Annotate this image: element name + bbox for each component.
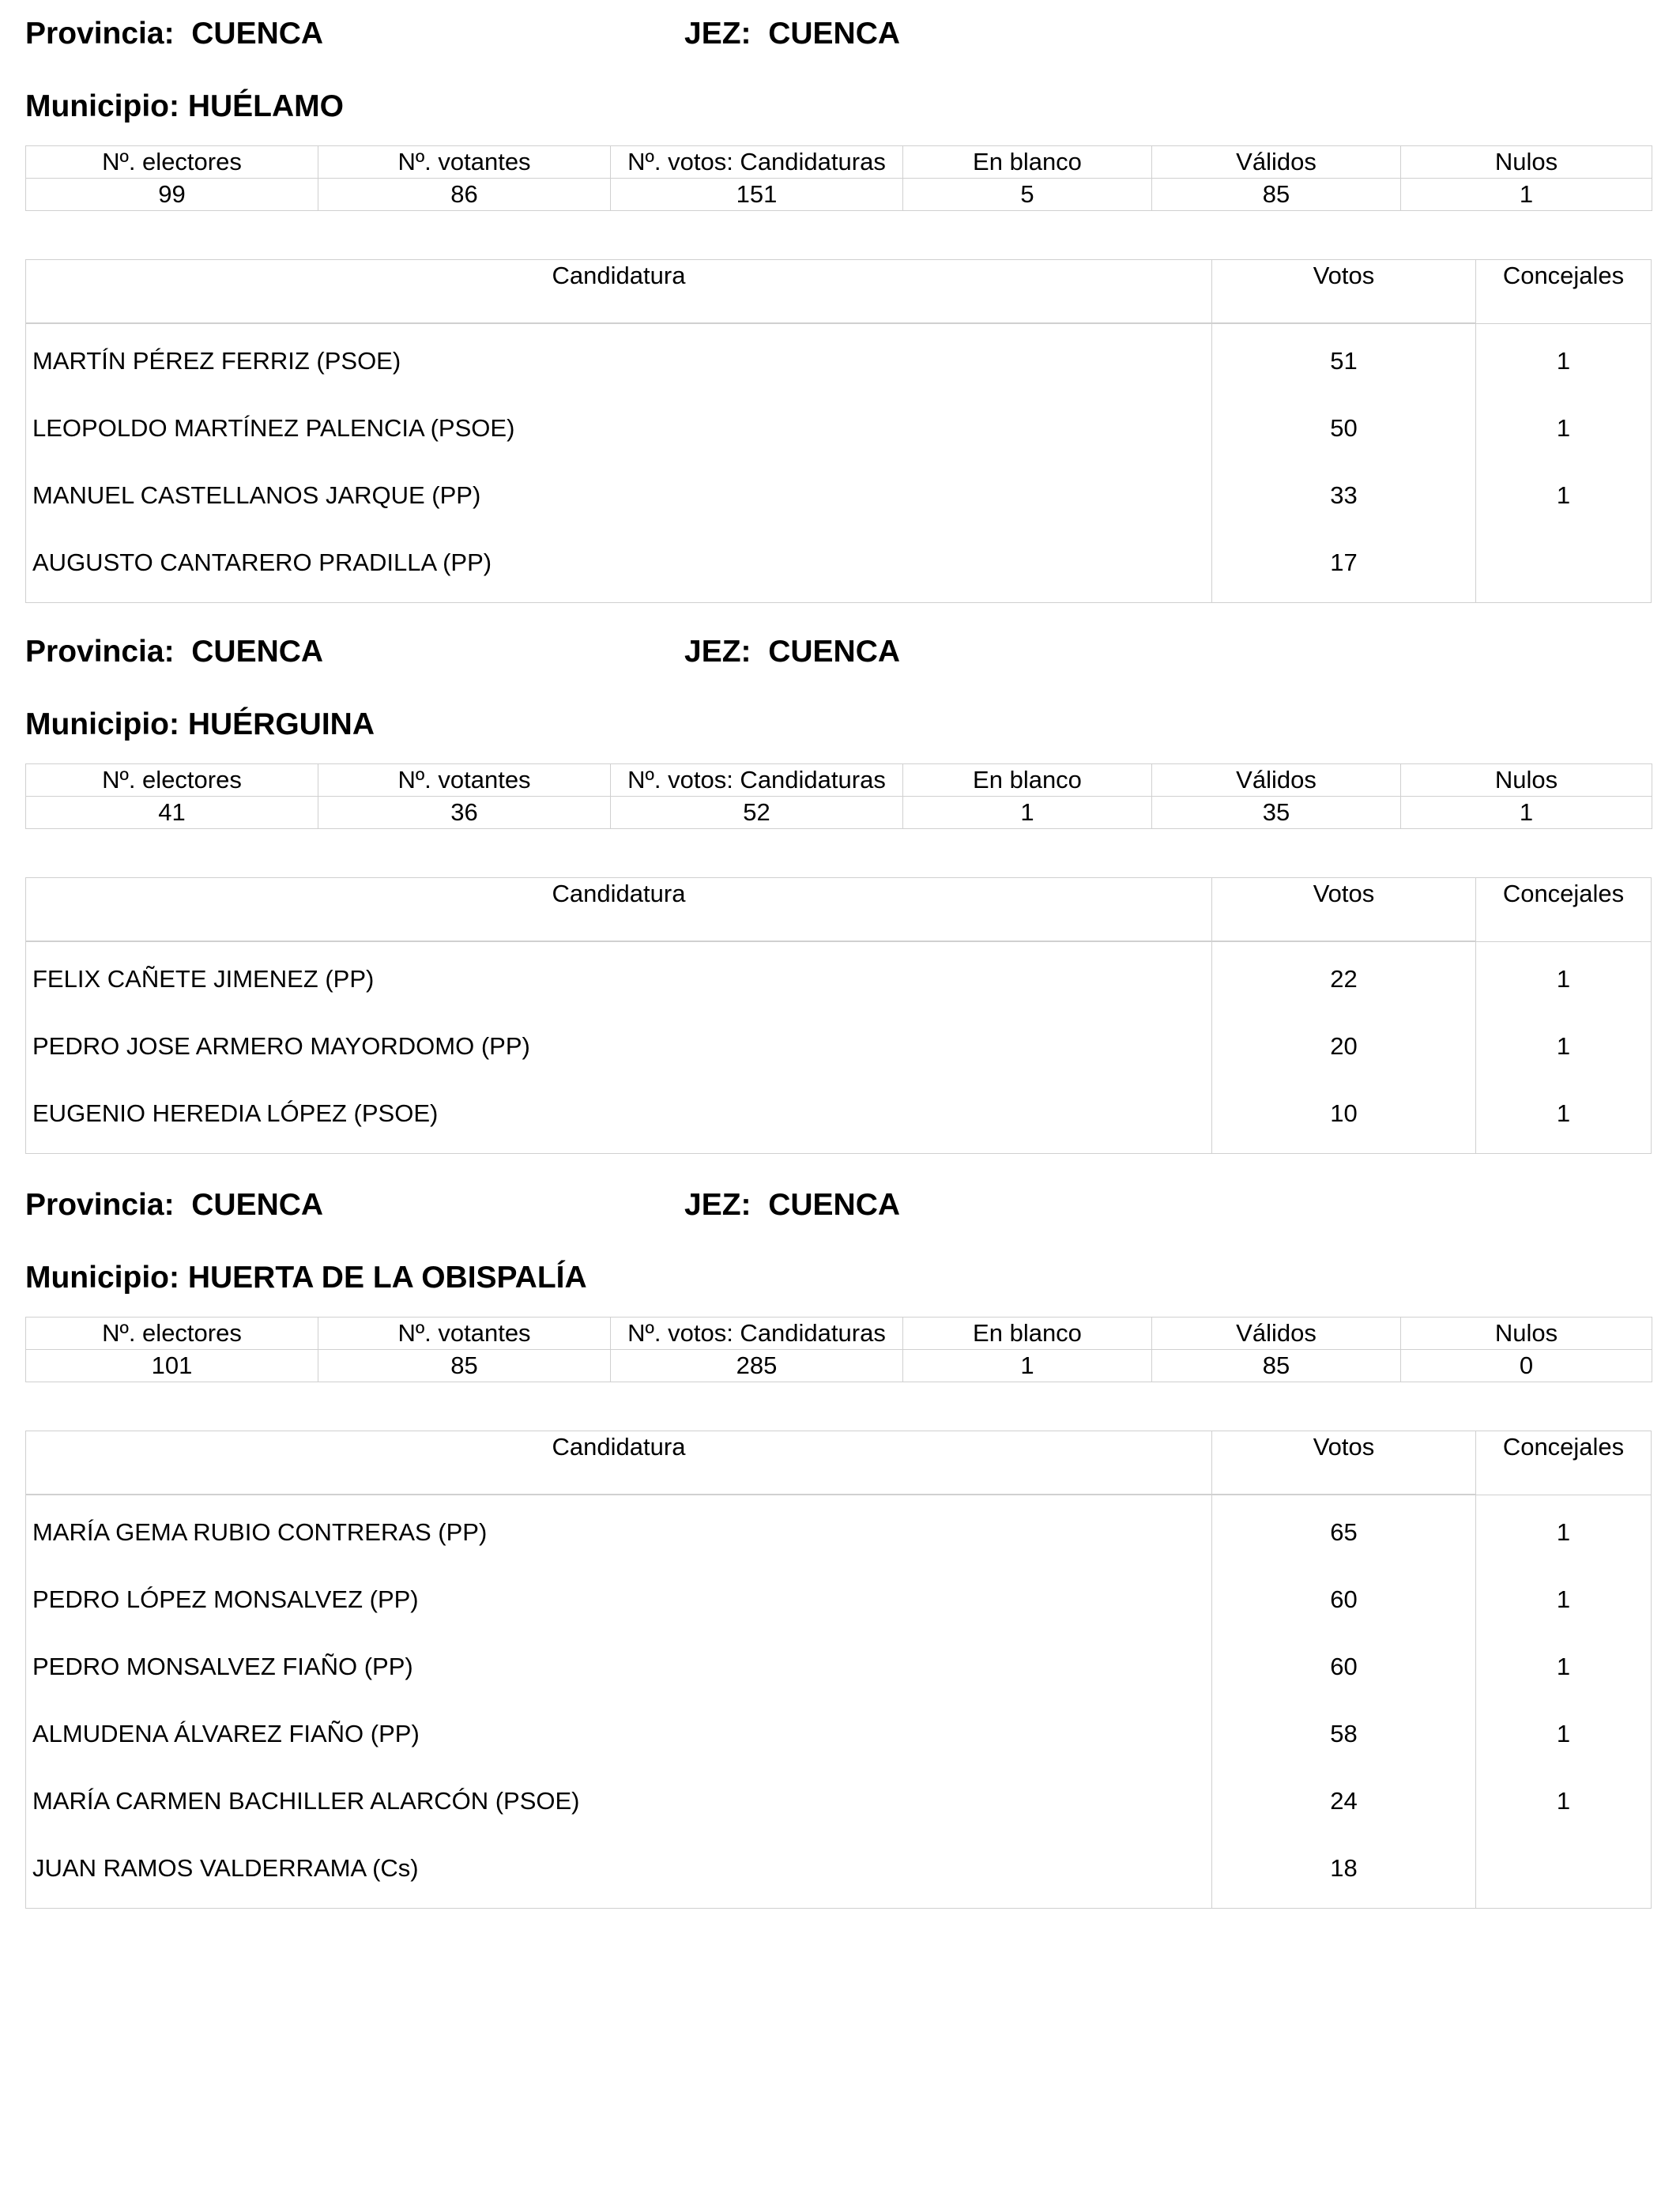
candidates-table: [25, 1431, 1652, 1909]
candidate-row: [26, 409, 1651, 476]
candidate-concejales: 1: [1475, 1647, 1651, 1714]
stats-table: [25, 1317, 1652, 1382]
municipio-section: [25, 632, 1652, 1146]
candidate-concejales: 1: [1475, 476, 1651, 543]
candidatura-header: Candidatura: [26, 260, 1211, 323]
candidate-row: [26, 341, 1651, 409]
candidate-concejales: 1: [1475, 959, 1651, 1027]
stats-value-cell: 86: [318, 179, 611, 211]
candidate-votos: 60: [1211, 1647, 1475, 1714]
stats-header-cell: Nulos: [1401, 1318, 1652, 1350]
jez-heading: JEZ: CUENCA: [684, 635, 901, 669]
votos-header: Votos: [1211, 878, 1475, 941]
candidate-name: PEDRO JOSE ARMERO MAYORDOMO (PP): [32, 1032, 530, 1060]
concejales-header: Concejales: [1475, 1431, 1651, 1495]
concejales-header: Concejales: [1475, 260, 1651, 323]
candidate-votos: 24: [1211, 1781, 1475, 1849]
jez-heading: JEZ: CUENCA: [684, 17, 901, 51]
stats-value-cell: 1: [903, 797, 1152, 829]
candidate-votos: 20: [1211, 1027, 1475, 1094]
candidate-votos: 17: [1211, 543, 1475, 602]
stats-header-cell: Nº. electores: [26, 764, 318, 797]
stats-value-cell: 5: [903, 179, 1152, 211]
candidate-row: [26, 1513, 1651, 1580]
candidate-concejales: 1: [1475, 1094, 1651, 1153]
stats-header-cell: Nº. electores: [26, 146, 318, 179]
candidate-name: AUGUSTO CANTARERO PRADILLA (PP): [32, 548, 492, 576]
candidates-body: [26, 1495, 1651, 1908]
stats-value-row: [26, 797, 1652, 829]
provincia-heading: Provincia: CUENCA: [25, 1188, 324, 1222]
header-row: [25, 632, 1652, 672]
candidate-concejales: 1: [1475, 1781, 1651, 1849]
candidate-name: PEDRO MONSALVEZ FIAÑO (PP): [32, 1653, 413, 1680]
candidate-concejales: 1: [1475, 1580, 1651, 1647]
candidatura-header: Candidatura: [26, 1431, 1211, 1495]
candidate-concejales: 1: [1475, 1714, 1651, 1781]
candidate-name: LEOPOLDO MARTÍNEZ PALENCIA (PSOE): [32, 414, 515, 442]
candidate-votos: 18: [1211, 1849, 1475, 1908]
candidate-concejales: 1: [1475, 341, 1651, 409]
candidate-votos: 50: [1211, 409, 1475, 476]
stats-value-cell: 41: [26, 797, 318, 829]
candidate-votos: 65: [1211, 1513, 1475, 1580]
candidate-name: JUAN RAMOS VALDERRAMA (Cs): [32, 1854, 419, 1882]
candidates-header-row: [26, 1431, 1651, 1495]
header-row: [25, 1186, 1652, 1225]
candidate-row: [26, 1580, 1651, 1647]
candidate-name: FELIX CAÑETE JIMENEZ (PP): [32, 965, 375, 993]
municipio-section: [25, 1186, 1652, 1905]
stats-value-cell: 85: [318, 1350, 611, 1382]
votos-header: Votos: [1211, 260, 1475, 323]
stats-header-cell: Nulos: [1401, 146, 1652, 179]
candidate-name: MARÍA CARMEN BACHILLER ALARCÓN (PSOE): [32, 1787, 580, 1815]
candidate-concejales: 1: [1475, 409, 1651, 476]
candidate-row: [26, 543, 1651, 602]
candidate-name: MARÍA GEMA RUBIO CONTRERAS (PP): [32, 1518, 488, 1546]
stats-header-cell: En blanco: [903, 1318, 1152, 1350]
candidate-name: PEDRO LÓPEZ MONSALVEZ (PP): [32, 1585, 419, 1613]
candidate-concejales: 1: [1475, 1513, 1651, 1580]
stats-header-cell: Nº. votantes: [318, 146, 611, 179]
candidate-row: [26, 1781, 1651, 1849]
candidate-votos: 60: [1211, 1580, 1475, 1647]
stats-header-cell: Nº. votantes: [318, 764, 611, 797]
stats-value-cell: 1: [1401, 797, 1652, 829]
candidate-name: ALMUDENA ÁLVAREZ FIAÑO (PP): [32, 1720, 420, 1747]
candidate-row: [26, 1714, 1651, 1781]
provincia-value: CUENCA: [191, 635, 324, 669]
stats-header-cell: Nº. electores: [26, 1318, 318, 1350]
jez-value: CUENCA: [768, 17, 901, 51]
municipio-value: HUÉRGUINA: [187, 707, 375, 741]
stats-header-row: [26, 1318, 1652, 1350]
stats-value-row: [26, 1350, 1652, 1382]
provincia-heading: Provincia: CUENCA: [25, 17, 324, 51]
municipio-value: HUÉLAMO: [187, 89, 344, 123]
candidate-row: [26, 1647, 1651, 1714]
candidates-table: [25, 877, 1652, 1154]
jez-heading: JEZ: CUENCA: [684, 1188, 901, 1222]
jez-value: CUENCA: [768, 1188, 901, 1222]
municipio-section: [25, 14, 1652, 591]
candidate-name: MARTÍN PÉREZ FERRIZ (PSOE): [32, 347, 401, 375]
stats-value-cell: 35: [1152, 797, 1401, 829]
stats-value-cell: 99: [26, 179, 318, 211]
stats-value-cell: 1: [1401, 179, 1652, 211]
provincia-value: CUENCA: [191, 1188, 324, 1222]
stats-header-cell: En blanco: [903, 764, 1152, 797]
stats-header-cell: Válidos: [1152, 764, 1401, 797]
candidate-row: [26, 1094, 1651, 1153]
stats-table: [25, 145, 1652, 211]
candidatura-header: Candidatura: [26, 878, 1211, 941]
candidate-row: [26, 1849, 1651, 1908]
stats-value-cell: 101: [26, 1350, 318, 1382]
stats-header-row: [26, 146, 1652, 179]
stats-value-cell: 285: [611, 1350, 903, 1382]
stats-value-cell: 0: [1401, 1350, 1652, 1382]
stats-value-cell: 85: [1152, 1350, 1401, 1382]
candidate-name: EUGENIO HEREDIA LÓPEZ (PSOE): [32, 1099, 439, 1127]
votos-header: Votos: [1211, 1431, 1475, 1495]
header-row: [25, 14, 1652, 54]
candidate-votos: 33: [1211, 476, 1475, 543]
municipio-value: HUERTA DE LA OBISPALÍA: [187, 1261, 587, 1295]
stats-header-cell: Nº. votos: Candidaturas: [611, 1318, 903, 1350]
stats-header-cell: Nº. votantes: [318, 1318, 611, 1350]
candidate-votos: 51: [1211, 341, 1475, 409]
stats-value-cell: 85: [1152, 179, 1401, 211]
concejales-header: Concejales: [1475, 878, 1651, 941]
stats-value-cell: 151: [611, 179, 903, 211]
candidate-row: [26, 959, 1651, 1027]
stats-header-cell: Nº. votos: Candidaturas: [611, 764, 903, 797]
candidates-body: [26, 942, 1651, 1153]
candidates-body: [26, 324, 1651, 602]
stats-value-row: [26, 179, 1652, 211]
stats-header-cell: Válidos: [1152, 1318, 1401, 1350]
jez-value: CUENCA: [768, 635, 901, 669]
municipio-heading: Municipio: HUERTA DE LA OBISPALÍA: [25, 1261, 587, 1295]
candidate-votos: 22: [1211, 959, 1475, 1027]
candidate-votos: 10: [1211, 1094, 1475, 1153]
municipio-heading: Municipio: HUÉRGUINA: [25, 707, 375, 741]
stats-header-cell: Válidos: [1152, 146, 1401, 179]
stats-header-cell: Nº. votos: Candidaturas: [611, 146, 903, 179]
municipio-heading: Municipio: HUÉLAMO: [25, 89, 344, 123]
candidates-table: [25, 259, 1652, 603]
provincia-value: CUENCA: [191, 17, 324, 51]
stats-header-cell: En blanco: [903, 146, 1152, 179]
stats-header-cell: Nulos: [1401, 764, 1652, 797]
provincia-heading: Provincia: CUENCA: [25, 635, 324, 669]
candidate-concejales: [1475, 543, 1651, 602]
stats-header-row: [26, 764, 1652, 797]
candidate-row: [26, 1027, 1651, 1094]
candidate-votos: 58: [1211, 1714, 1475, 1781]
stats-value-cell: 1: [903, 1350, 1152, 1382]
candidate-name: MANUEL CASTELLANOS JARQUE (PP): [32, 481, 481, 509]
stats-table: [25, 763, 1652, 829]
candidate-concejales: [1475, 1849, 1651, 1908]
candidates-header-row: [26, 878, 1651, 942]
candidate-row: [26, 476, 1651, 543]
candidate-concejales: 1: [1475, 1027, 1651, 1094]
stats-value-cell: 36: [318, 797, 611, 829]
candidates-header-row: [26, 260, 1651, 324]
stats-value-cell: 52: [611, 797, 903, 829]
